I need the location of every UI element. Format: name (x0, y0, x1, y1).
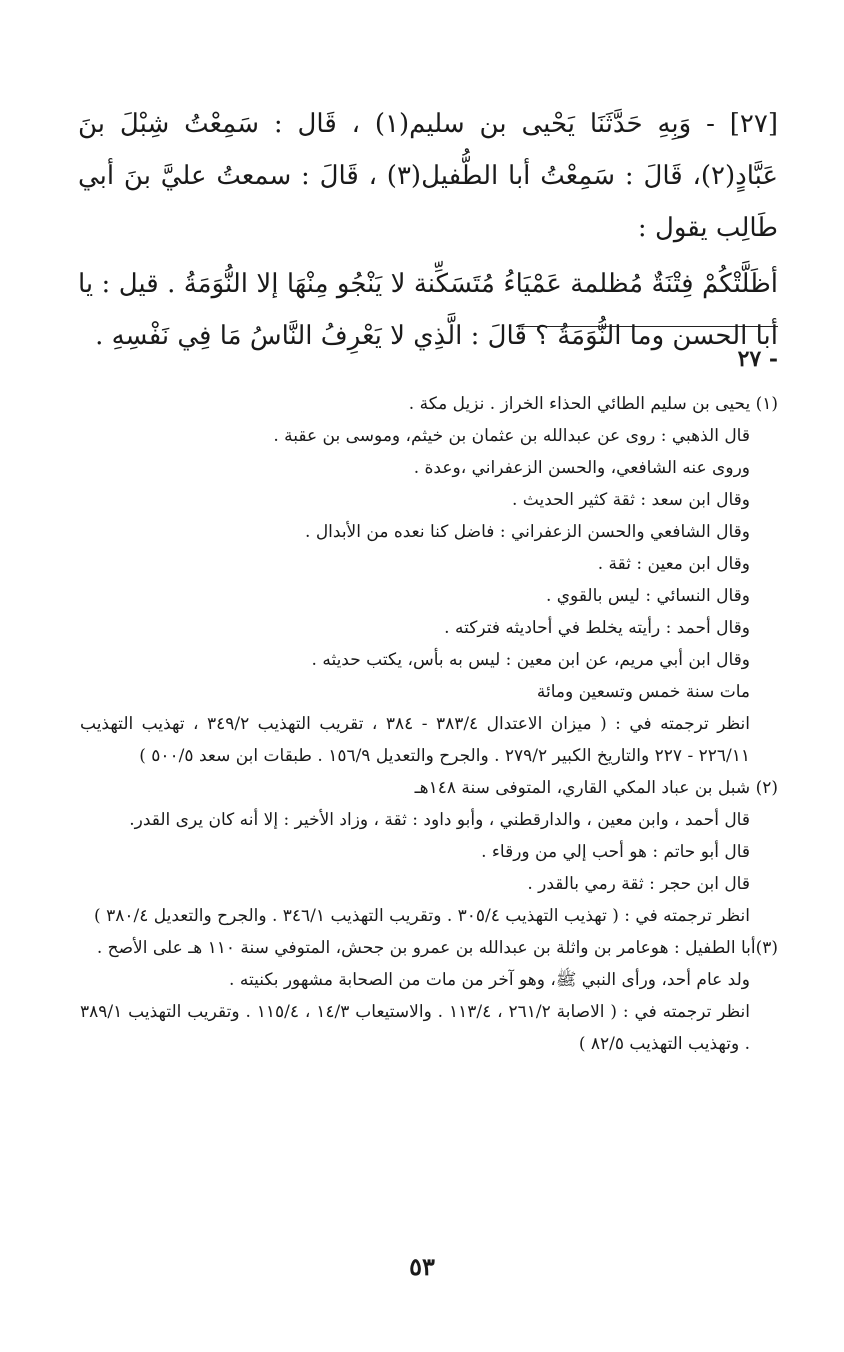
footnote-separator (516, 326, 778, 327)
note-3-heading: (٣)أبا الطفيل : هوعامر بن واثلة بن عبدالله بن عمرو بن جحش، المتوفي سنة ١١٠ هـ على الأصح . (96, 938, 778, 958)
note-line: قال أحمد ، وابن معين ، والدارقطني ، وأبو داود : ثقة ، وزاد الأخير : إلا أنه كان يرى القدر. (129, 810, 750, 830)
note-line: قال ابن حجر : ثقة رمي بالقدر . (527, 874, 750, 894)
note-line: وروى عنه الشافعي، والحسن الزعفراني ،وعدة . (413, 458, 750, 478)
note-line: وقال ابن أبي مريم، عن ابن معين : ليس به بأس، يكتب حديثه . (311, 650, 750, 670)
note-line: قال الذهبي : روى عن عبدالله بن عثمان بن خيثم، وموسى بن عقبة . (273, 426, 750, 446)
main-text (78, 98, 778, 362)
hadith-isnad: [٢٧] - وَبِهِ حَدَّثَنَا يَحْيى بن سليم(١) ، قَال : سَمِعْتُ شِبْلَ بنَ عَبَّادٍ(٢)، قَالَ : سَمِعْتُ أبا الطُّفيل(٣) ، قَالَ : سمعتُ عليَّ بنَ أبي طَالِب يقول : (78, 109, 778, 243)
note-line: مات سنة خمس وتسعين ومائة (536, 682, 750, 702)
note-1-references: انظر ترجمته في : ( ميزان الاعتدال ٣٨٣/٤ - ٣٨٤ ، تقريب التهذيب ٣٤٩/٢ ، تهذيب التهذيب ٢٢٦/١١ - ٢٢٧ والتاريخ الكبير ٢٧٩/٢ . والجرح والتعديل ١٥٦/٩ . طبقات ابن سعد ٥٠٠/٥ ) (80, 714, 750, 766)
footnotes (80, 388, 778, 1060)
note-line: قال أبو حاتم : هو أحب إلي من ورقاء . (481, 842, 750, 862)
note-line: وقال الشافعي والحسن الزعفراني : فاضل كنا نعده من الأبدال . (305, 522, 750, 542)
page-number: ٥٣ (409, 1252, 435, 1281)
note-line: ولد عام أحد، ورأى النبي ﷺ، وهو آخر من مات من الصحابة مشهور بكنيته . (229, 970, 750, 990)
note-2-heading: (٢) شبل بن عباد المكي القاري، المتوفى سنة ١٤٨هـ (414, 778, 778, 798)
note-line: وقال ابن سعد : ثقة كثير الحديث . (512, 490, 750, 510)
note-2-references: انظر ترجمته في : ( تهذيب التهذيب ٣٠٥/٤ . وتقريب التهذيب ٣٤٦/١ . والجرح والتعديل ٣٨٠/٤ ) (94, 906, 750, 926)
note-1-heading: (١) يحيى بن سليم الطائي الحذاء الخراز . نزيل مكة . (408, 394, 778, 414)
note-3-references: انظر ترجمته في : ( الاصابة ٢٦١/٢ ، ١١٣/٤ . والاستيعاب ١٤/٣ ، ١١٥/٤ . وتقريب التهذيب ٣٨٩/١ . وتهذيب التهذيب ٨٢/٥ ) (80, 1002, 751, 1054)
note-line: وقال النسائي : ليس بالقوي . (545, 586, 750, 606)
note-line: وقال ابن معين : ثقة . (597, 554, 750, 574)
hadith-matn: أظَلَّتْكُمْ فِتْنَةٌ مُظلمة عَمْيَاءُ مُتَسَكِّنة لا يَنْجُو مِنْهَا إلا النُّوَمَةُ . قيل : يا أبا الحسن وما النُّوَمَةُ ؟ قَالَ : الَّذِي لا يَعْرِفُ النَّاسُ مَا فِي نَفْسِهِ . (78, 269, 778, 351)
note-line: وقال أحمد : رأيته يخلط في أحاديثه فتركته . (444, 618, 750, 638)
footnote-label: - ٢٧ (737, 346, 778, 372)
